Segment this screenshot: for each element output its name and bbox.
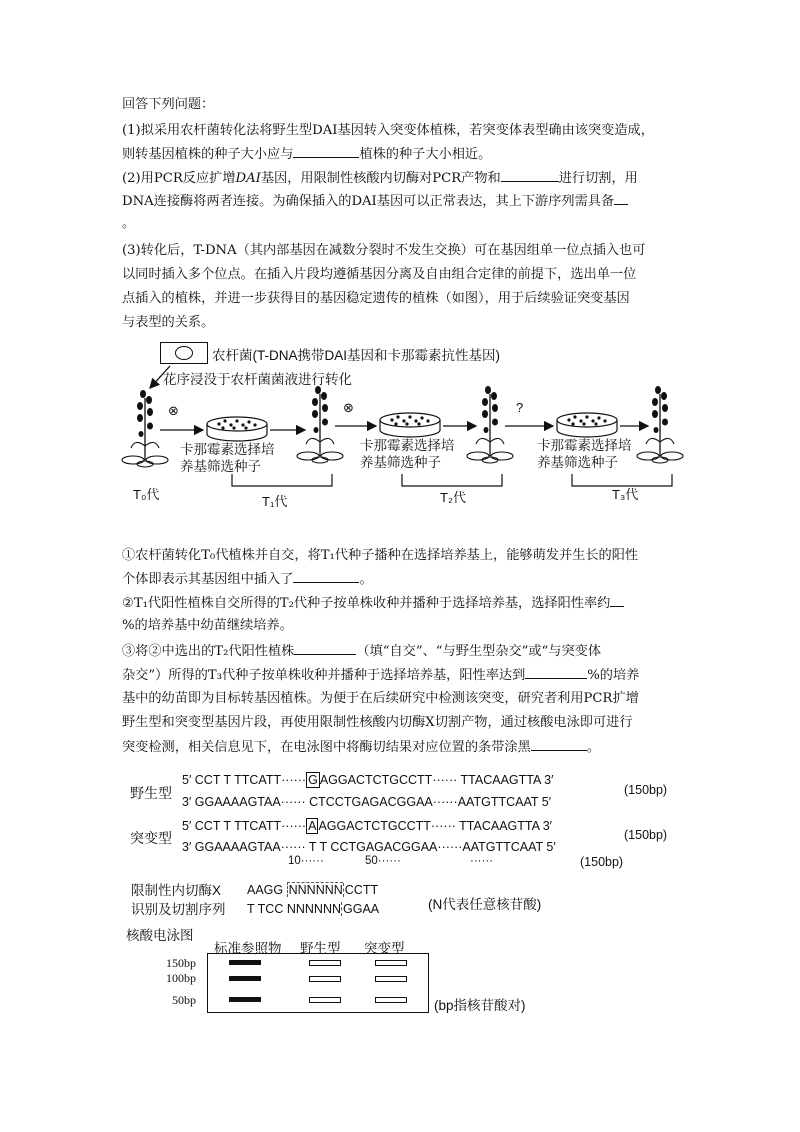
mutant-bottom-strand: 3′ GGAAAAGTAA······ T T CCTGAGACGGAA······AATGTTCAAT 5′: [182, 840, 556, 854]
wild-type-top-strand: [182, 773, 553, 787]
sub2-line1-text: ②T₁代阳性植株自交所得的T₂代种子按单株收种并播种于选择培养基，选择阳性率约: [122, 596, 611, 611]
answer-blank-7[interactable]: [525, 664, 587, 679]
generation-t2-label: T₂代: [440, 490, 466, 505]
mutant-band-50[interactable]: [375, 997, 407, 1003]
standard-band-150: [229, 960, 261, 965]
enzyme-top-a: AAGG: [247, 883, 284, 897]
q3-line1: (3)转化后，T-DNA（其内部基因在减数分裂时不发生交换）可在基因组单一位点插入也可: [122, 243, 646, 258]
sub1-line2-a: 个体即表示其基因组中插入了: [122, 572, 294, 587]
t0-plant-icon: [122, 390, 168, 467]
sub3-line4: 野生型和突变型基因片段，再使用限制性核酸内切酶X切割产物，通过核酸电泳即可进行: [122, 715, 633, 730]
q2-line1-a: (2)用PCR反应扩增: [122, 171, 236, 186]
answer-blank-8[interactable]: [531, 736, 587, 751]
wild-band-100[interactable]: [309, 976, 341, 982]
enzyme-bot-a: T TCC: [247, 902, 284, 916]
sub3-line1: [122, 640, 601, 663]
dip-label: 花序浸没于农杆菌菌液进行转化: [163, 372, 352, 387]
enzyme-top-strand: [247, 883, 378, 897]
generation-t3-label: T₃代: [612, 487, 639, 502]
wt-boxed-base: G: [308, 773, 318, 787]
gel-size-50: 50bp: [172, 993, 196, 1007]
plate-label-3-line1: 卡那霉素选择培: [537, 438, 632, 453]
q3-line4: 与表型的关系。: [122, 315, 215, 330]
t1-selection-plate-icon: [207, 417, 267, 441]
agrobacterium-label: 农杆菌(T-DNA携带DAI基因和卡那霉素抗性基因): [212, 348, 500, 363]
wild-band-50[interactable]: [309, 997, 341, 1003]
q1-line2-b: 植株的种子大小相近。: [359, 147, 492, 162]
generation-t1-label: T₁代: [262, 494, 288, 509]
generation-t0-label: T₀代: [133, 487, 160, 502]
position-10-marker: 10······: [288, 855, 324, 867]
wild-band-150[interactable]: [309, 960, 341, 966]
plate-label-1: [180, 441, 275, 475]
plate-label-3-line2: 养基筛选种子: [537, 455, 618, 470]
mt-top-left: 5′ CCT T TTCATT······: [182, 819, 307, 833]
wild-type-length: (150bp): [624, 783, 668, 797]
plate-label-1-line2: 养基筛选种子: [180, 459, 261, 474]
plate-label-3: [537, 437, 632, 471]
enzyme-bot-b: GGAA: [343, 902, 380, 916]
selfing-symbol-1: ⊗: [168, 403, 179, 418]
t2-plant-icon: [467, 386, 513, 463]
mutant-band-100[interactable]: [375, 976, 407, 982]
enzyme-top-b: CCTT: [344, 883, 379, 897]
t1-plant-icon: [297, 386, 343, 463]
position-dots: ······: [470, 855, 493, 867]
mutant-label: 突变型: [130, 830, 172, 846]
q1-line1: (1)拟采用农杆菌转化法将野生型DAI基因转入突变体植株，若突变体表型确由该突变造成，: [122, 123, 654, 138]
mutant-length: (150bp): [624, 828, 668, 842]
sub3-line2: [122, 664, 639, 687]
intro-text: 回答下列问题：: [122, 97, 215, 112]
sub1-line2-b: 。: [359, 572, 373, 587]
sub1-line2: [122, 568, 373, 591]
plate-label-2: [360, 437, 455, 471]
enzyme-label-line1: 限制性内切酶X: [131, 883, 222, 898]
wt-top-left: 5′ CCT T TTCATT······: [182, 773, 307, 787]
gel-col-wild: 野生型: [300, 941, 341, 956]
q2-line1-b: 基因，用限制性核酸内切酶对PCR产物和: [260, 171, 501, 186]
enzyme-label: [131, 881, 226, 919]
mt-top-right: AGGACTCTGCCTT······ TTACAAGTTA 3′: [318, 819, 553, 833]
sub3-line5-a: 突变检测，相关信息见下，在电泳图中将酶切结果对应位置的条带涂黑: [122, 740, 531, 755]
gel-size-150: 150bp: [166, 956, 196, 970]
standard-band-100: [229, 976, 261, 981]
unknown-cross-symbol: ?: [516, 400, 524, 415]
mutant-length-bottom: (150bp): [580, 855, 624, 869]
mt-boxed-base: A: [308, 819, 317, 833]
enzyme-top-n: NNNNNN: [288, 883, 343, 897]
selfing-symbol-2: ⊗: [343, 400, 354, 415]
answer-blank-6[interactable]: [294, 640, 356, 655]
gene-name-dai: DAI: [235, 171, 261, 186]
q3-line3: 点插入的植株，并进一步获得目的基因稳定遗传的植株（如图），用于后续验证突变基因: [122, 291, 630, 306]
enzyme-note: (N代表任意核苷酸): [428, 897, 542, 912]
wild-type-bottom-strand: 3′ GGAAAAGTAA······ CTCCTGAGACGGAA······AATGTTCAAT 5′: [182, 795, 552, 809]
sub3-line2-b: %的培养: [587, 668, 640, 683]
sub3-line1-a: ③将②中选出的T₂代阳性植株: [122, 644, 295, 659]
gel-note: (bp指核苷酸对): [434, 998, 526, 1013]
t3-selection-plate-icon: [557, 413, 617, 437]
sub3-line1-b: （填“自交”、“与野生型杂交”或“与突变体: [356, 644, 602, 659]
sub2-line1: [122, 592, 624, 615]
plate-label-2-line1: 卡那霉素选择培: [360, 438, 455, 453]
sub3-line2-a: 杂交”）所得的T₃代种子按单株收种并播种于选择培养基，阳性率达到: [122, 668, 526, 683]
gel-col-standard: 标准参照物: [214, 941, 282, 956]
sub1-line1: ①农杆菌转化T₀代植株并自交，将T₁代种子播种在选择培养基上，能够萌发并生长的阳性: [122, 548, 639, 563]
sub3-line3: 基中的幼苗即为目标转基因植株。为便于在后续研究中检测该突变，研究者利用PCR扩增: [122, 691, 639, 706]
mutant-band-150[interactable]: [375, 960, 407, 966]
standard-band-50: [229, 997, 261, 1002]
q2-line2-text: DNA连接酶将两者连接。为确保插入的DAI基因可以正常表达，其上下游序列需具备: [122, 194, 615, 209]
plate-label-2-line2: 养基筛选种子: [360, 455, 441, 470]
answer-blank-5[interactable]: [610, 592, 624, 607]
q3-line2: 以同时插入多个位点。在插入片段均遵循基因分离及自由组合定律的前提下，选出单一位: [122, 267, 637, 282]
position-50-marker: 50······: [365, 855, 401, 867]
wt-top-right: AGGACTCTGCCTT······ TTACAAGTTA 3′: [319, 773, 554, 787]
sub3-line5: [122, 736, 600, 759]
gel-title: 核酸电泳图: [126, 928, 194, 943]
gel-col-mutant: 突变型: [364, 941, 405, 956]
t2-selection-plate-icon: [380, 413, 440, 437]
answer-blank-4[interactable]: [293, 568, 359, 583]
q2-line1-c: 进行切割，用: [558, 171, 638, 186]
enzyme-bot-n: NNNNNN: [286, 902, 342, 916]
sub2-line2: %的培养基中幼苗继续培养。: [122, 618, 293, 633]
mutant-top-strand: [182, 819, 552, 833]
q1-line2-a: 则转基因植株的种子大小应与: [122, 147, 294, 162]
plate-label-1-line1: 卡那霉素选择培: [180, 442, 275, 457]
enzyme-label-line2: 识别及切割序列: [131, 902, 226, 917]
wild-type-label: 野生型: [130, 785, 172, 801]
enzyme-bottom-strand: [247, 902, 379, 916]
sub3-line5-b: 。: [586, 740, 600, 755]
gel-size-100: 100bp: [166, 971, 196, 985]
t3-plant-icon: [637, 386, 683, 463]
q2-line3: 。: [122, 216, 136, 231]
